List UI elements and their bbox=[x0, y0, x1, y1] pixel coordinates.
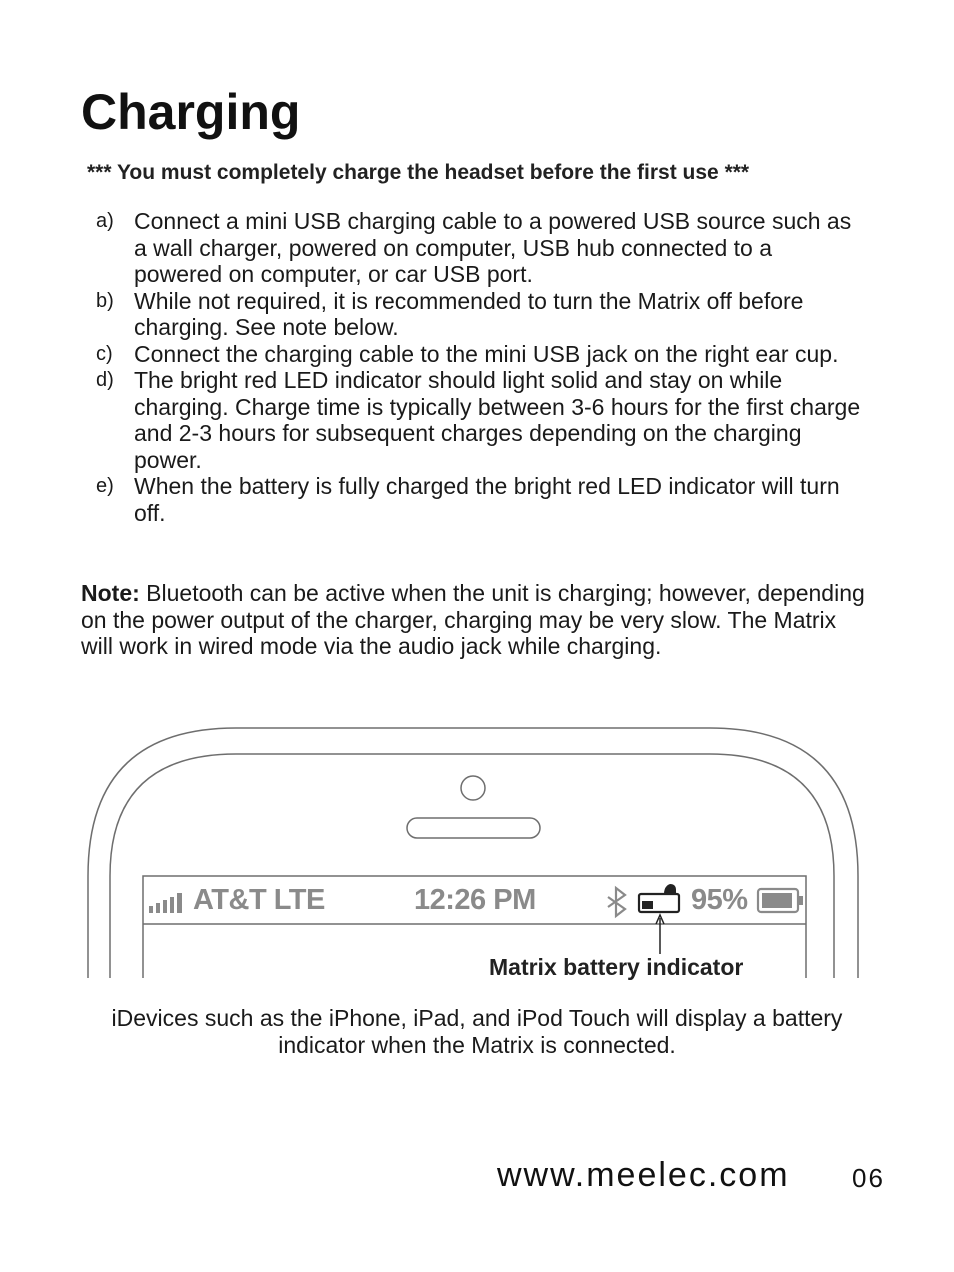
earpiece-speaker-icon bbox=[407, 818, 540, 838]
step-marker: a) bbox=[96, 210, 114, 232]
step-marker: e) bbox=[96, 475, 114, 497]
matrix-battery-indicator-label: Matrix battery indicator bbox=[489, 954, 744, 980]
figure-caption: iDevices such as the iPhone, iPad, and iPod Touch will display a battery indicator when the Matrix is connected. bbox=[111, 1005, 843, 1058]
charging-steps-list bbox=[96, 208, 866, 526]
iphone-status-bar-figure bbox=[86, 726, 860, 982]
step-marker: c) bbox=[96, 342, 113, 365]
step-item bbox=[96, 341, 866, 368]
first-use-warning: *** You must completely charge the headset before the first use *** bbox=[87, 161, 750, 184]
status-time: 12:26 PM bbox=[414, 884, 536, 916]
step-item bbox=[96, 367, 866, 473]
step-text: While not required, it is recommended to turn the Matrix off before charging. See note below. bbox=[134, 287, 804, 340]
phone-outline-drawing bbox=[86, 726, 860, 982]
step-text: The bright red LED indicator should light solid and stay on while charging. Charge time is typically between 3-6 hours for the first charge and 2-3 hours for subsequent charges depending on the charging power. bbox=[134, 367, 861, 473]
battery-percent: 95% bbox=[691, 884, 748, 916]
step-item bbox=[96, 288, 866, 341]
step-text: Connect the charging cable to the mini USB jack on the right ear cup. bbox=[134, 340, 839, 367]
step-marker: d) bbox=[96, 369, 114, 391]
step-item bbox=[96, 208, 866, 288]
note-label: Note: bbox=[81, 580, 140, 606]
page-number: 06 bbox=[852, 1163, 885, 1193]
carrier-label: AT&T LTE bbox=[193, 884, 325, 916]
charging-note bbox=[81, 580, 871, 660]
front-camera-icon bbox=[461, 776, 485, 800]
step-marker: b) bbox=[96, 289, 114, 312]
step-text: When the battery is fully charged the bright red LED indicator will turn off. bbox=[134, 473, 840, 526]
status-bar bbox=[143, 876, 806, 924]
step-item bbox=[96, 473, 866, 526]
step-text: Connect a mini USB charging cable to a powered USB source such as a wall charger, powered on computer, USB hub connected to a powered on computer, or car USB port. bbox=[134, 208, 852, 287]
website-url: www.meelec.com bbox=[497, 1156, 790, 1194]
note-text: Bluetooth can be active when the unit is charging; however, depending on the power output of the charger, charging may be very slow. The Matrix will work in wired mode via the audio jack while charging. bbox=[81, 580, 865, 659]
page-title: Charging bbox=[81, 84, 301, 140]
